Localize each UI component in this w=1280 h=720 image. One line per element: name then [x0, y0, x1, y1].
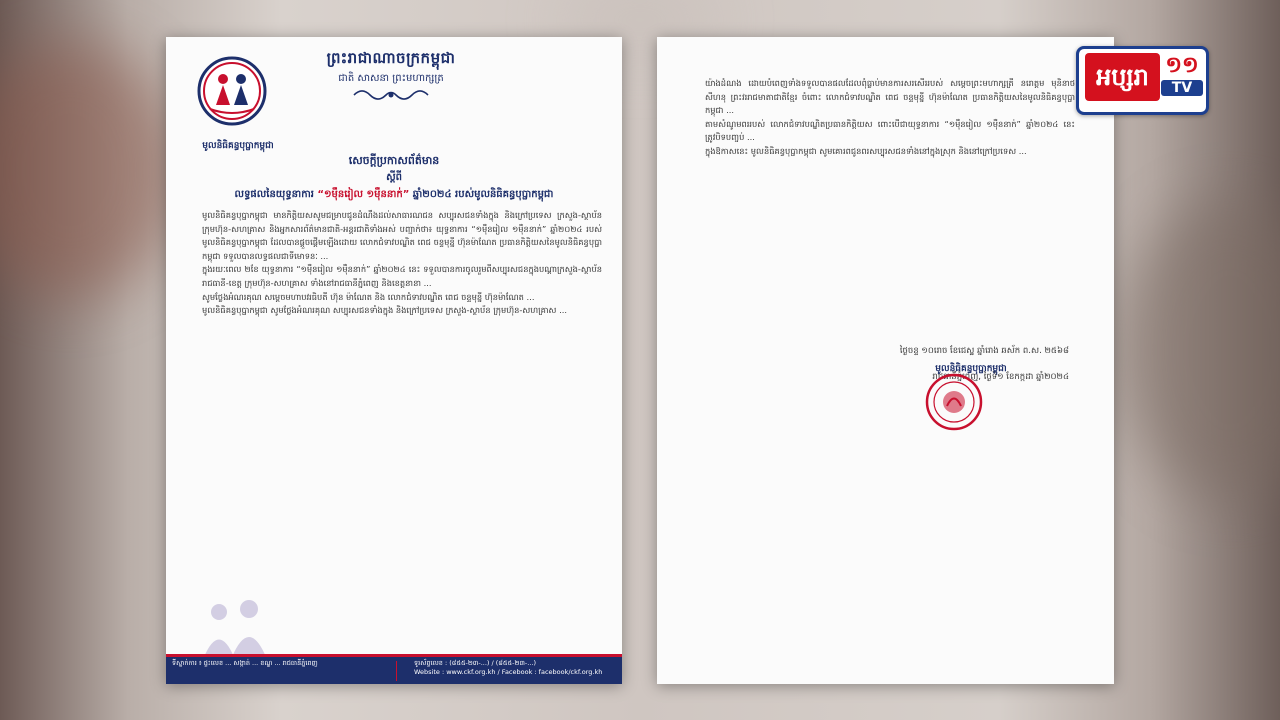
people-watermark-icon	[194, 597, 294, 657]
background-blur	[0, 40, 180, 300]
press-release-page-1	[166, 37, 622, 684]
footer-web: Website : www.ckf.org.kh / Facebook : facebook/ckf.org.kh	[414, 668, 603, 676]
letterhead-footer	[166, 654, 622, 684]
tv-label: TV	[1161, 80, 1203, 96]
press-release-about: ស្តីពី	[386, 172, 402, 183]
official-stamp-icon	[925, 373, 983, 431]
press-release-subject	[186, 187, 602, 202]
campaign-name: “១ម៉ឺនរៀល ១ម៉ឺននាក់”	[317, 189, 410, 200]
press-release-body: មូលនិធិគន្ធបុប្ផាកម្ពុជា មានកិត្តិយសសូមជម្រាបជូនដំណឹងដល់សាធារណជន សប្បុរសជនទាំងក្នុង និងក្រៅប្រទេស ក្រសួង-ស្ថាប័ន ក្រុមហ៊ុន-សហគ្រាស និងអ្នកសារព័ត៌មានជាតិ-អន្តរជាតិទាំងអស់ បញ្ជាក់ថា៖ យុទ្ធនាការ “១ម៉ឺនរៀល ១ម៉ឺននាក់” ឆ្នាំ២០២៤ របស់មូលនិធិគន្ធបុប្ផាកម្ពុជា ដែលបានផ្តួចផ្តើមឡើងដោយ លោកជំទាវបណ្ឌិត ពេជ ចន្ទមុន្នី ហ៊ុនម៉ាណែត ប្រធានកិត្តិយសនៃមូលនិធិគន្ធបុប្ផាកម្ពុជា ទទួលបានលទ្ធផលជាទីមោទនៈ ... ក្នុងរយៈពេល ២ខែ យុទ្ធនាការ “១ម៉ឺនរៀល ១ម៉ឺននាក់” ឆ្នាំ២០២៤ នេះ ទទួលបានការចូលរួមពីសប្បុរសជនក្នុងបណ្តាក្រសួង-ស្ថាប័ន រាជធានី-ខេត្ត ក្រុមហ៊ុន-សហគ្រាស ទាំងនៅរាជធានីភ្នំពេញ និងខេត្តនានា ... សូមថ្លែងអំណរគុណ សម្តេចមហាបវរធិបតី ហ៊ុន ម៉ាណែត និង លោកជំទាវបណ្ឌិត ពេជ ចន្ទមុន្នី ហ៊ុនម៉ាណែត ... មូលនិធិគន្ធបុប្ផាកម្ពុជា សូមថ្លែងអំណរគុណ សប្បុរសជនទាំងក្នុង និងក្រៅប្រទេស ក្រសួង-ស្ថាប័ន ក្រុមហ៊ុន-សហគ្រាស ...	[202, 210, 602, 316]
subject-prefix: លទ្ធផលនៃយុទ្ធនាការ	[234, 189, 314, 200]
tv-channel-number: ១១	[1165, 53, 1199, 78]
footer-phone: ទូរស័ព្ទលេខ : (៨៥៥-២៣-...) / (៨៥៥-២៣-...)	[414, 659, 537, 667]
foundation-name: មូលនិធិគន្ធបុប្ផាកម្ពុជា	[202, 141, 274, 151]
kingdom-title: ព្រះរាជាណាចក្រកម្ពុជា	[326, 49, 456, 67]
kingdom-motto: ជាតិ សាសនា ព្រះមហាក្សត្រ	[338, 73, 444, 84]
signatory: មូលនិធិគន្ធបុប្ផាកម្ពុជា	[935, 364, 1007, 374]
footer-contacts	[414, 659, 619, 677]
press-release-body-continued: យ៉ាងដំណង ដោយបំពេញទាំងទទួលបានផលដែលពុំធ្លាប់មានការសរសើររបស់ សម្តេចព្រះមហាក្សត្រី នរោត្តម មុនិនាថ សីហនុ ព្រះវររាជមាតាជាតិខ្មែរ ចំពោះ លោកជំទាវបណ្ឌិត ពេជ ចន្ទមុន្នី ហ៊ុនម៉ាណែត ប្រធានកិត្តិយសនៃមូលនិធិគន្ធបុប្ផាកម្ពុជា ... តាមសំណូមពររបស់ លោកជំទាវបណ្ឌិតប្រធានកិត្តិយស ពោះបើជាយុទ្ធនាការ “១ម៉ឺនរៀល ១ម៉ឺននាក់” ឆ្នាំ២០២៤ នេះ ត្រូវបិទបញ្ចប់ ... ក្នុងឱកាសនេះ មូលនិធិគន្ធបុប្ផាកម្ពុជា សូមគោរពជូនពរសប្បុរសជនទាំងនៅក្នុងស្រុក និងនៅក្រៅប្រទេស ...	[705, 78, 1075, 156]
foundation-logo	[196, 55, 268, 127]
background-blur	[1120, 200, 1280, 500]
lunar-date: ថ្ងៃចន្ទ ១០រោច ខែជេស្ឋ ឆ្នាំរោង ឆស័ក ព.ស. ២៥៦៨	[899, 346, 1069, 356]
footer-divider	[396, 661, 397, 681]
press-release-page-2	[657, 37, 1114, 684]
press-release-title: សេចក្តីប្រកាសព័ត៌មាន	[348, 154, 440, 167]
footer-address: ទីស្នាក់ការ ៖ ផ្ទះលេខ ... សង្កាត់ ... ខណ្ឌ ... រាជធានីភ្នំពេញ	[172, 659, 318, 667]
subject-suffix: ឆ្នាំ២០២៤ របស់មូលនិធិគន្ធបុប្ផាកម្ពុជា	[412, 189, 554, 200]
apsara-tv-logo	[1076, 46, 1209, 115]
tv-brand-name: អប្សរា	[1085, 53, 1160, 101]
gregorian-date: រាជធានីភ្នំពេញ, ថ្ងៃទី១ ខែកក្កដា ឆ្នាំ២០២៤	[932, 372, 1069, 382]
ornament-divider	[352, 87, 430, 103]
